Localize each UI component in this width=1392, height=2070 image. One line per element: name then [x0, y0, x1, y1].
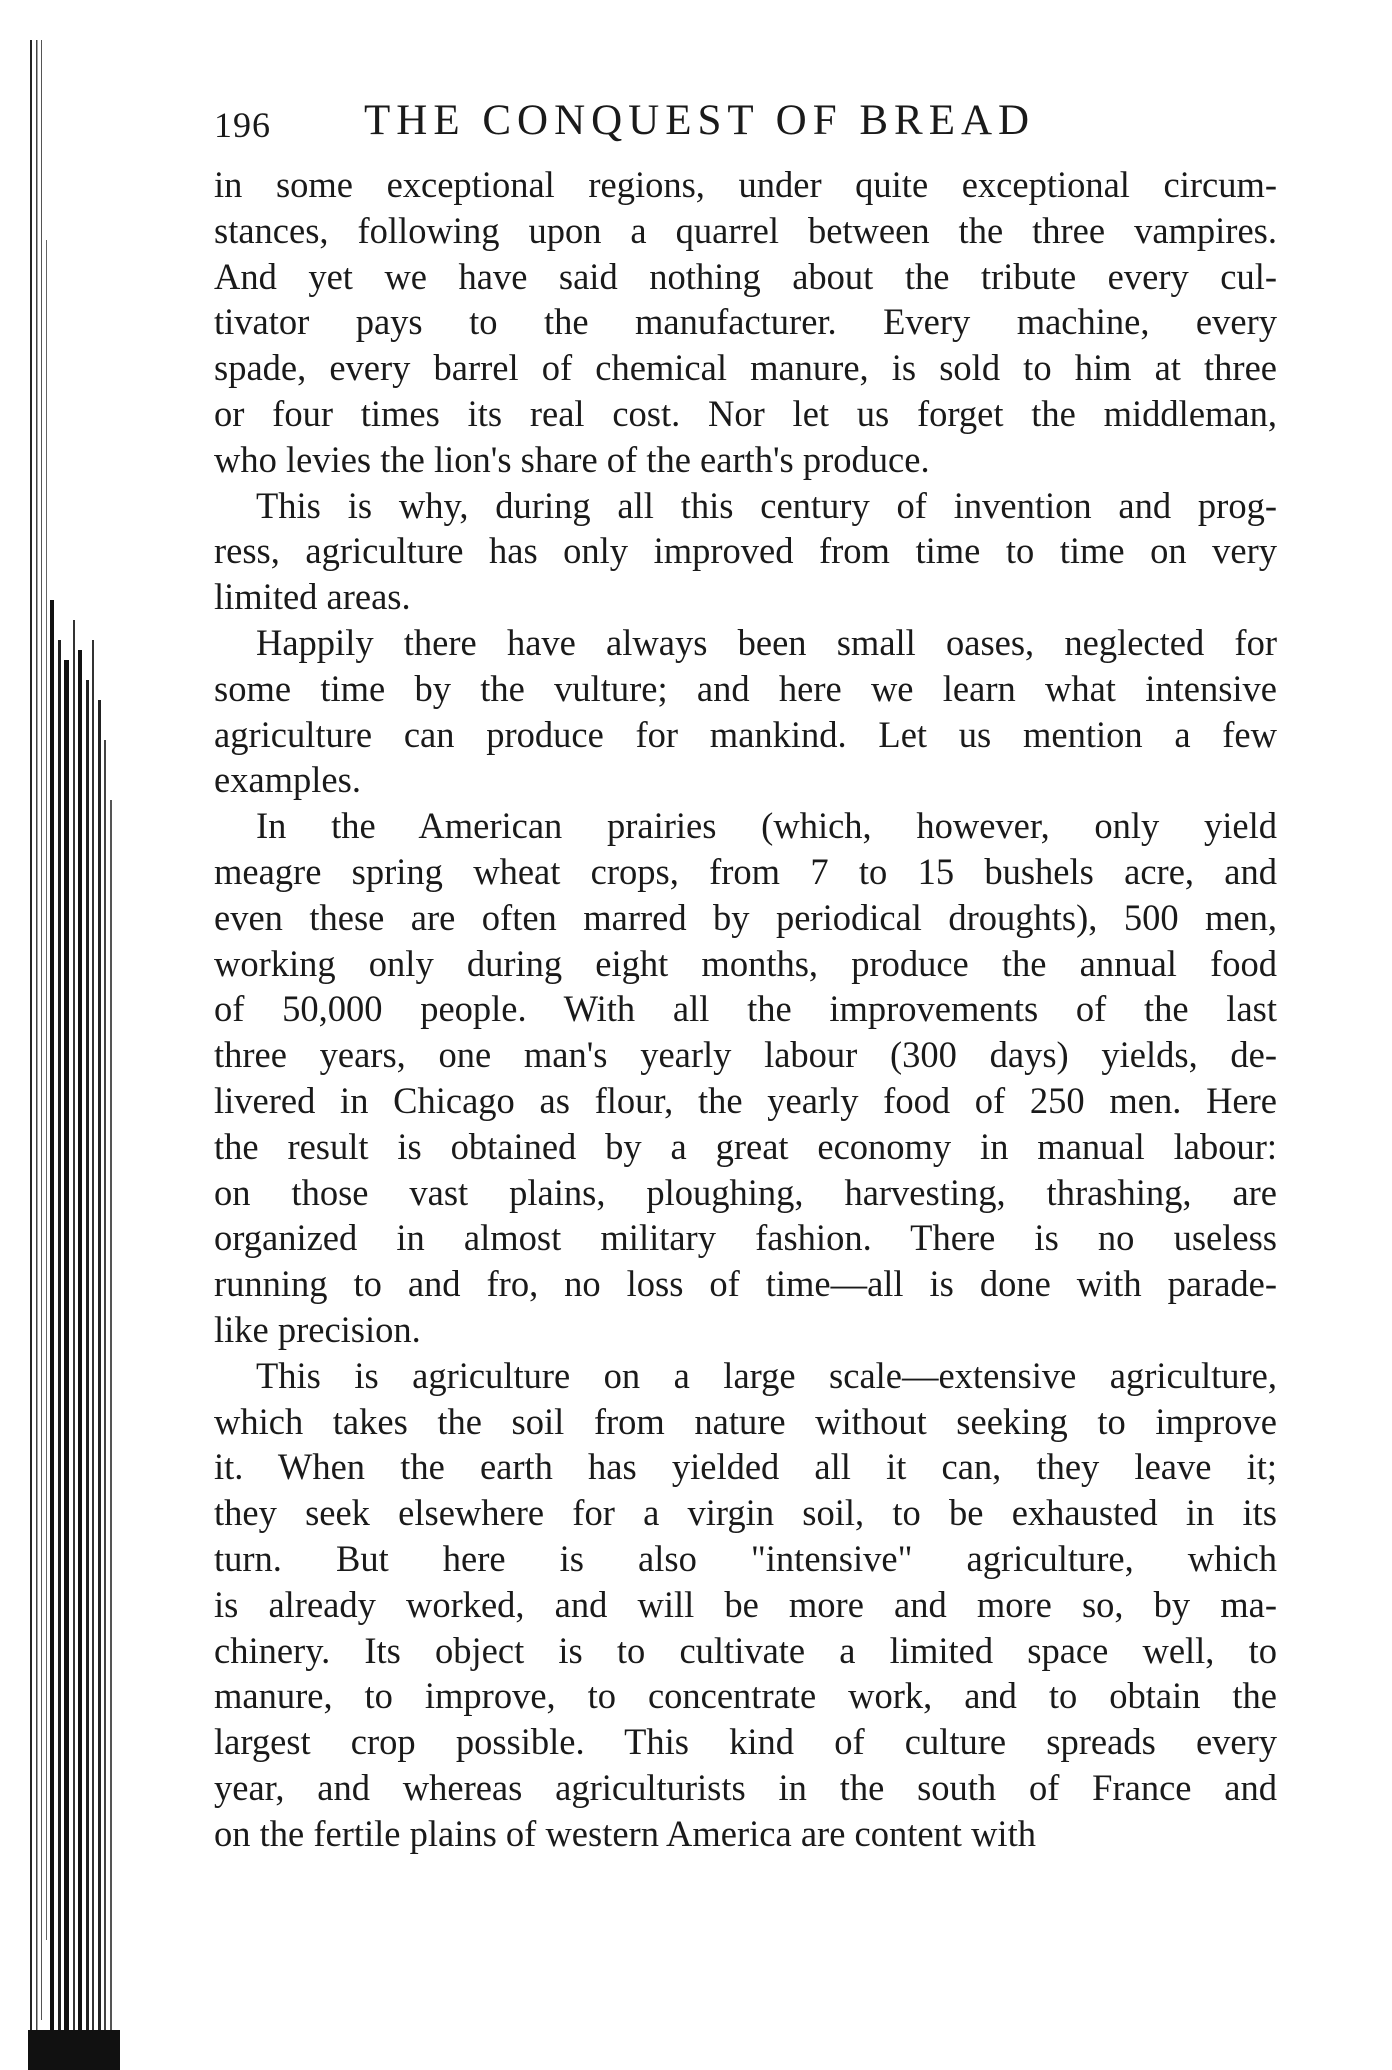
text-line: In the American prairies (which, however, only yield [256, 805, 1277, 847]
text-line: And yet we have said nothing about the tribute every cul- [214, 255, 1277, 297]
text-line: working only during eight months, produce the annual food [214, 942, 1277, 984]
text-line: in some exceptional regions, under quite exceptional circum- [214, 164, 1277, 205]
body-text [214, 162, 1277, 1856]
text-line: organized in almost military fashion. There is no useless [214, 1217, 1277, 1259]
text-line: which takes the soil from nature without seeking to improve [214, 1400, 1277, 1442]
paragraph-3 [214, 620, 1277, 803]
text-line: meagre spring wheat crops, from 7 to 15 bushels acre, and [214, 850, 1277, 892]
text-line: manure, to improve, to concentrate work, and to obtain the [214, 1675, 1277, 1717]
running-head [214, 96, 1277, 156]
text-line: the result is obtained by a great economy in manual labour: [214, 1125, 1277, 1167]
text-line: on those vast plains, ploughing, harvesting, thrashing, are [214, 1171, 1277, 1213]
text-line: year, and whereas agriculturists in the south of France and [214, 1766, 1277, 1808]
text-line: three years, one man's yearly labour (300 days) yields, de- [214, 1034, 1277, 1076]
paragraph-2 [214, 483, 1277, 620]
text-line: largest crop possible. This kind of culture spreads every [214, 1721, 1277, 1763]
text-line: ress, agriculture has only improved from time to time on very [214, 530, 1277, 572]
text-line: Happily there have always been small oases, neglected for [256, 621, 1277, 663]
text-line: it. When the earth has yielded all it can, they leave it; [214, 1446, 1277, 1488]
text-line: This is agriculture on a large scale—extensive agriculture, [256, 1354, 1277, 1396]
text-line: who levies the lion's share of the earth's produce. [214, 438, 930, 480]
text-line: of 50,000 people. With all the improvements of the last [214, 988, 1277, 1030]
text-line: they seek elsewhere for a virgin soil, to be exhausted in its [214, 1492, 1277, 1534]
text-line: like precision. [214, 1308, 421, 1350]
page-number: 196 [214, 105, 271, 145]
text-line: limited areas. [214, 576, 411, 618]
text-line: or four times its real cost. Nor let us forget the middleman, [214, 392, 1277, 434]
text-line: examples. [214, 759, 361, 801]
text-line: chinery. Its object is to cultivate a limited space well, to [214, 1629, 1277, 1671]
text-line: running to and fro, no loss of time—all is done with parade- [214, 1263, 1277, 1305]
paragraph-4 [214, 803, 1277, 1353]
text-line: on the fertile plains of western America are content with [214, 1812, 1036, 1854]
paragraph-1 [214, 162, 1277, 483]
text-line: some time by the vulture; and here we learn what intensive [214, 667, 1277, 709]
book-binding-edge [28, 40, 120, 2070]
text-line: livered in Chicago as flour, the yearly food of 250 men. Here [214, 1079, 1277, 1121]
text-line: spade, every barrel of chemical manure, is sold to him at three [214, 347, 1277, 389]
text-line: stances, following upon a quarrel between the three vampires. [214, 209, 1277, 251]
text-line: agriculture can produce for mankind. Let us mention a few [214, 713, 1277, 755]
text-line: turn. But here is also "intensive" agriculture, which [214, 1537, 1277, 1579]
paragraph-5 [214, 1353, 1277, 1857]
text-line: This is why, during all this century of invention and prog- [256, 484, 1277, 526]
text-line: tivator pays to the manufacturer. Every machine, every [214, 301, 1277, 343]
text-line: is already worked, and will be more and more so, by ma- [214, 1583, 1277, 1625]
book-title: THE CONQUEST OF BREAD [364, 97, 1036, 144]
text-line: even these are often marred by periodical droughts), 500 men, [214, 896, 1277, 938]
